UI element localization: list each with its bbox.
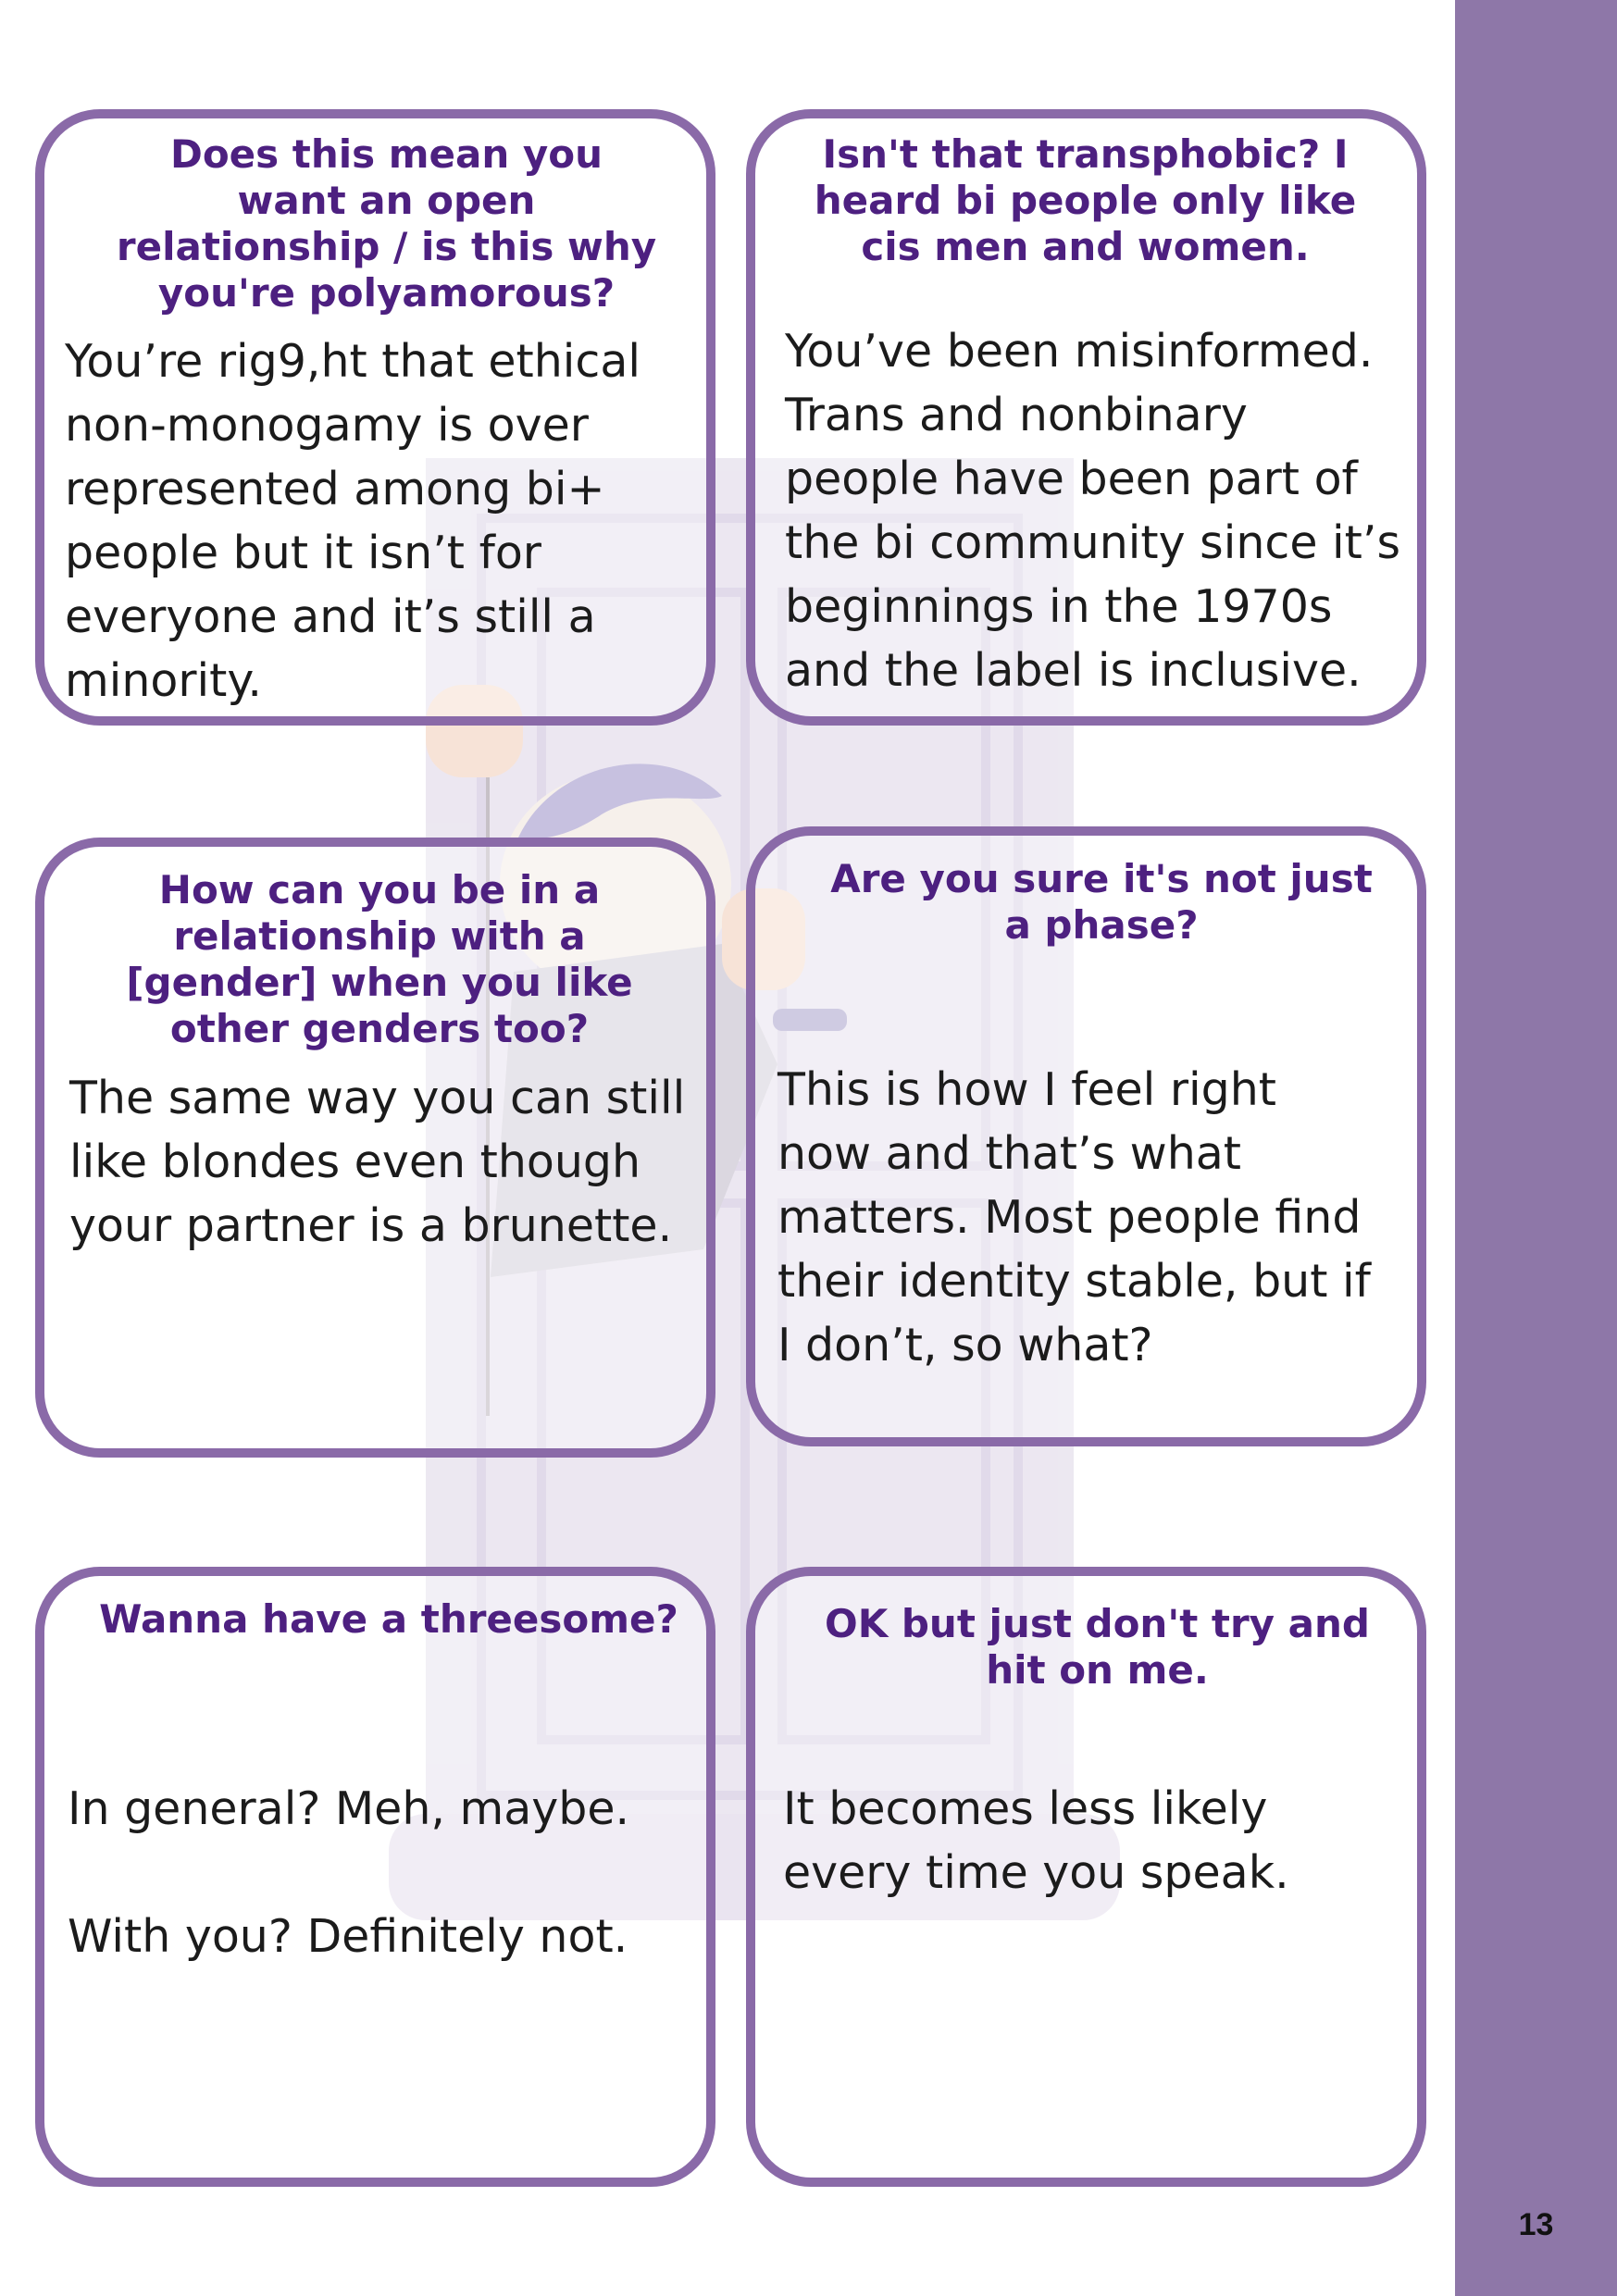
card-answer: You’re rig9,ht that ethical non-monogamy is over represented among bi+ people but it isn’t for everyone and it’s still a minority. — [65, 335, 641, 707]
card-answer: In general? Meh, maybe. With you? Definitely not. — [68, 1782, 630, 1963]
card-question: Wanna have a threesome? — [99, 1596, 678, 1642]
card-question: Are you sure it's not just a phase? — [830, 856, 1373, 948]
card-question: How can you be in a relationship with a [gender] when you like other genders too? — [126, 867, 633, 1051]
card-question: Isn't that transphobic? I heard bi people only like cis men and women. — [814, 131, 1357, 269]
sidebar — [1455, 0, 1617, 2296]
card-question: OK but just don't try and hit on me. — [824, 1601, 1370, 1693]
page-number: 13 — [1518, 2207, 1554, 2242]
card-question: Does this mean you want an open relationship / is this why you're polyamorous? — [116, 131, 657, 316]
card-answer: You’ve been misinformed. Trans and nonbinary people have been part of the bi community since it’s beginnings in the 1970s and the label is inclusive. — [785, 325, 1400, 697]
card-answer: This is how I feel right now and that’s what matters. Most people find their identity stable, but if I don’t, so what? — [777, 1063, 1371, 1371]
card-answer: It becomes less likely every time you speak. — [783, 1782, 1289, 1899]
card-answer: The same way you can still like blondes even though your partner is a brunette. — [69, 1072, 686, 1252]
